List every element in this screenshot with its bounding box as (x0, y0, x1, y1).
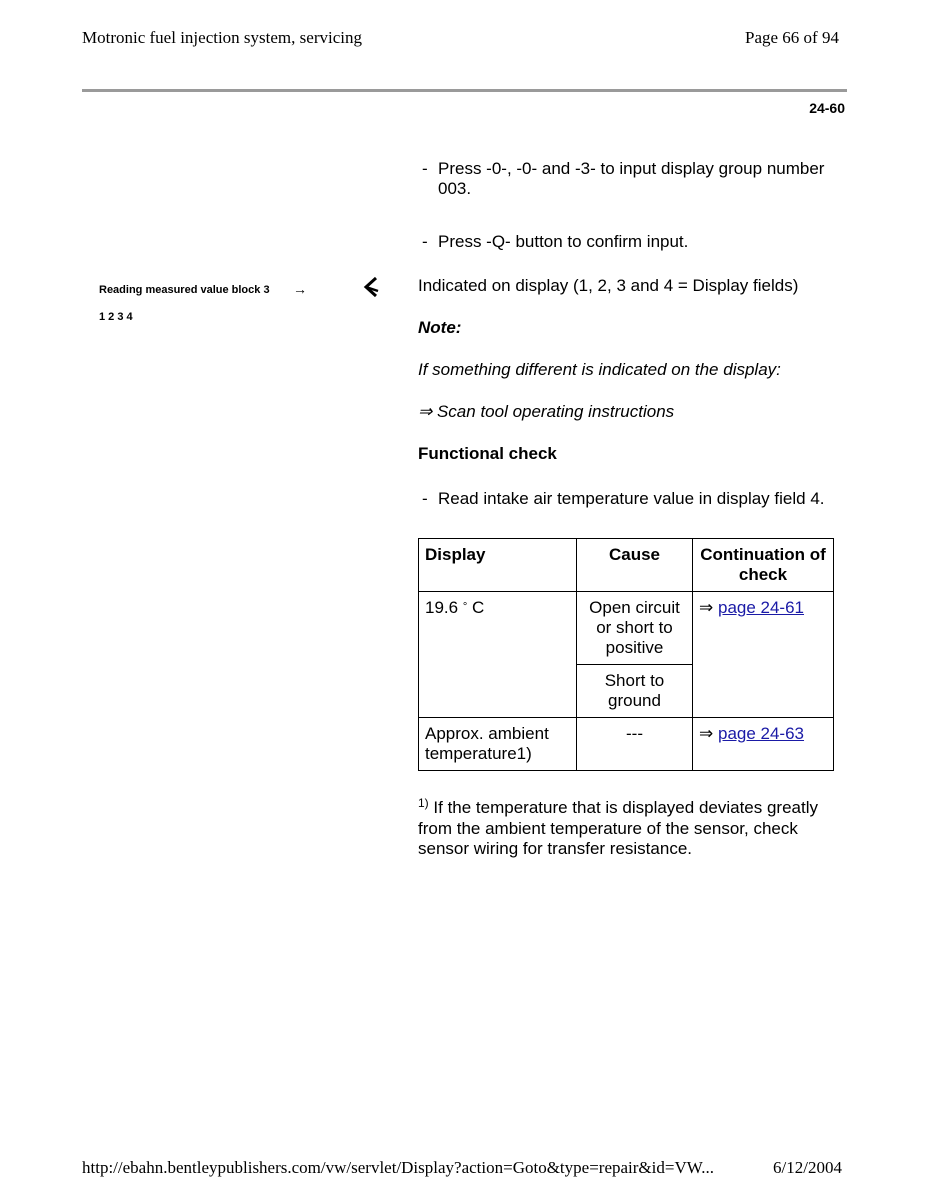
header-divider (82, 89, 847, 92)
display-field-numbers: 1 2 3 4 (99, 311, 133, 323)
continuation-cell (693, 718, 834, 771)
footer-url: http://ebahn.bentleypublishers.com/vw/servlet/Display?action=Goto&type=repair&id=VW... (82, 1158, 714, 1177)
page-number: Page 66 of 94 (745, 28, 839, 47)
ref-arrow: ⇒ (699, 724, 714, 743)
cause-cell: --- (577, 718, 693, 771)
page-link-24-63[interactable]: page 24-63 (717, 724, 805, 743)
step-input-group: - Press -0-, -0- and -3- to input display group number 003. (422, 159, 825, 198)
footnote-text: If the temperature that is displayed deviates greatly from the ambient temperature of the sensor, check sensor wiring for transfer resistance. (418, 798, 819, 858)
step-text: Press -Q- button to confirm input. (438, 232, 689, 251)
temperature-unit: C (471, 598, 485, 617)
display-value-cell (419, 592, 577, 718)
footnote (418, 798, 838, 859)
indicated-text: Indicated on display (1, 2, 3 and 4 = Display fields) (418, 276, 799, 295)
section-heading: Functional check (418, 444, 557, 463)
footer-date: 6/12/2004 (773, 1158, 842, 1177)
ref-arrow: ⇒ (699, 598, 714, 617)
figure-arrow: → (293, 281, 307, 297)
section-code: 24-60 (809, 100, 845, 116)
cause-cell: Short to ground (577, 665, 693, 718)
header-continuation: Continuation of check (693, 539, 834, 592)
note-text: If something different is indicated on the display: (418, 360, 781, 379)
table-row (419, 592, 834, 665)
step-text: Read intake air temperature value in display field 4. (438, 489, 825, 508)
continuation-cell (693, 592, 834, 718)
figure-label: Reading measured value block 3 (99, 284, 270, 296)
table-header-row (419, 539, 834, 592)
step-text: Press -0-, -0- and -3- to input display group number 003. (438, 159, 825, 198)
page-link-24-61[interactable]: page 24-61 (717, 598, 805, 617)
display-value-cell: Approx. ambient temperature1) (419, 718, 577, 771)
document-title: Motronic fuel injection system, servicing (82, 28, 362, 47)
cause-cell: Open circuit or short to positive (577, 592, 693, 665)
scan-tool-reference: ⇒ Scan tool operating instructions (418, 402, 675, 421)
header-display: Display (419, 539, 577, 592)
step-confirm: - Press -Q- button to confirm input. (422, 232, 689, 251)
note-title: Note: (418, 318, 462, 337)
table-row (419, 718, 834, 771)
display-value: 19.6 (425, 598, 459, 617)
step-read-temperature: - Read intake air temperature value in display field 4. (422, 489, 825, 508)
degree-symbol: ° (462, 601, 468, 613)
check-table (418, 538, 834, 771)
arrow-icon (362, 276, 380, 303)
header-cause: Cause (577, 539, 693, 592)
footnote-marker: 1) (418, 796, 429, 810)
